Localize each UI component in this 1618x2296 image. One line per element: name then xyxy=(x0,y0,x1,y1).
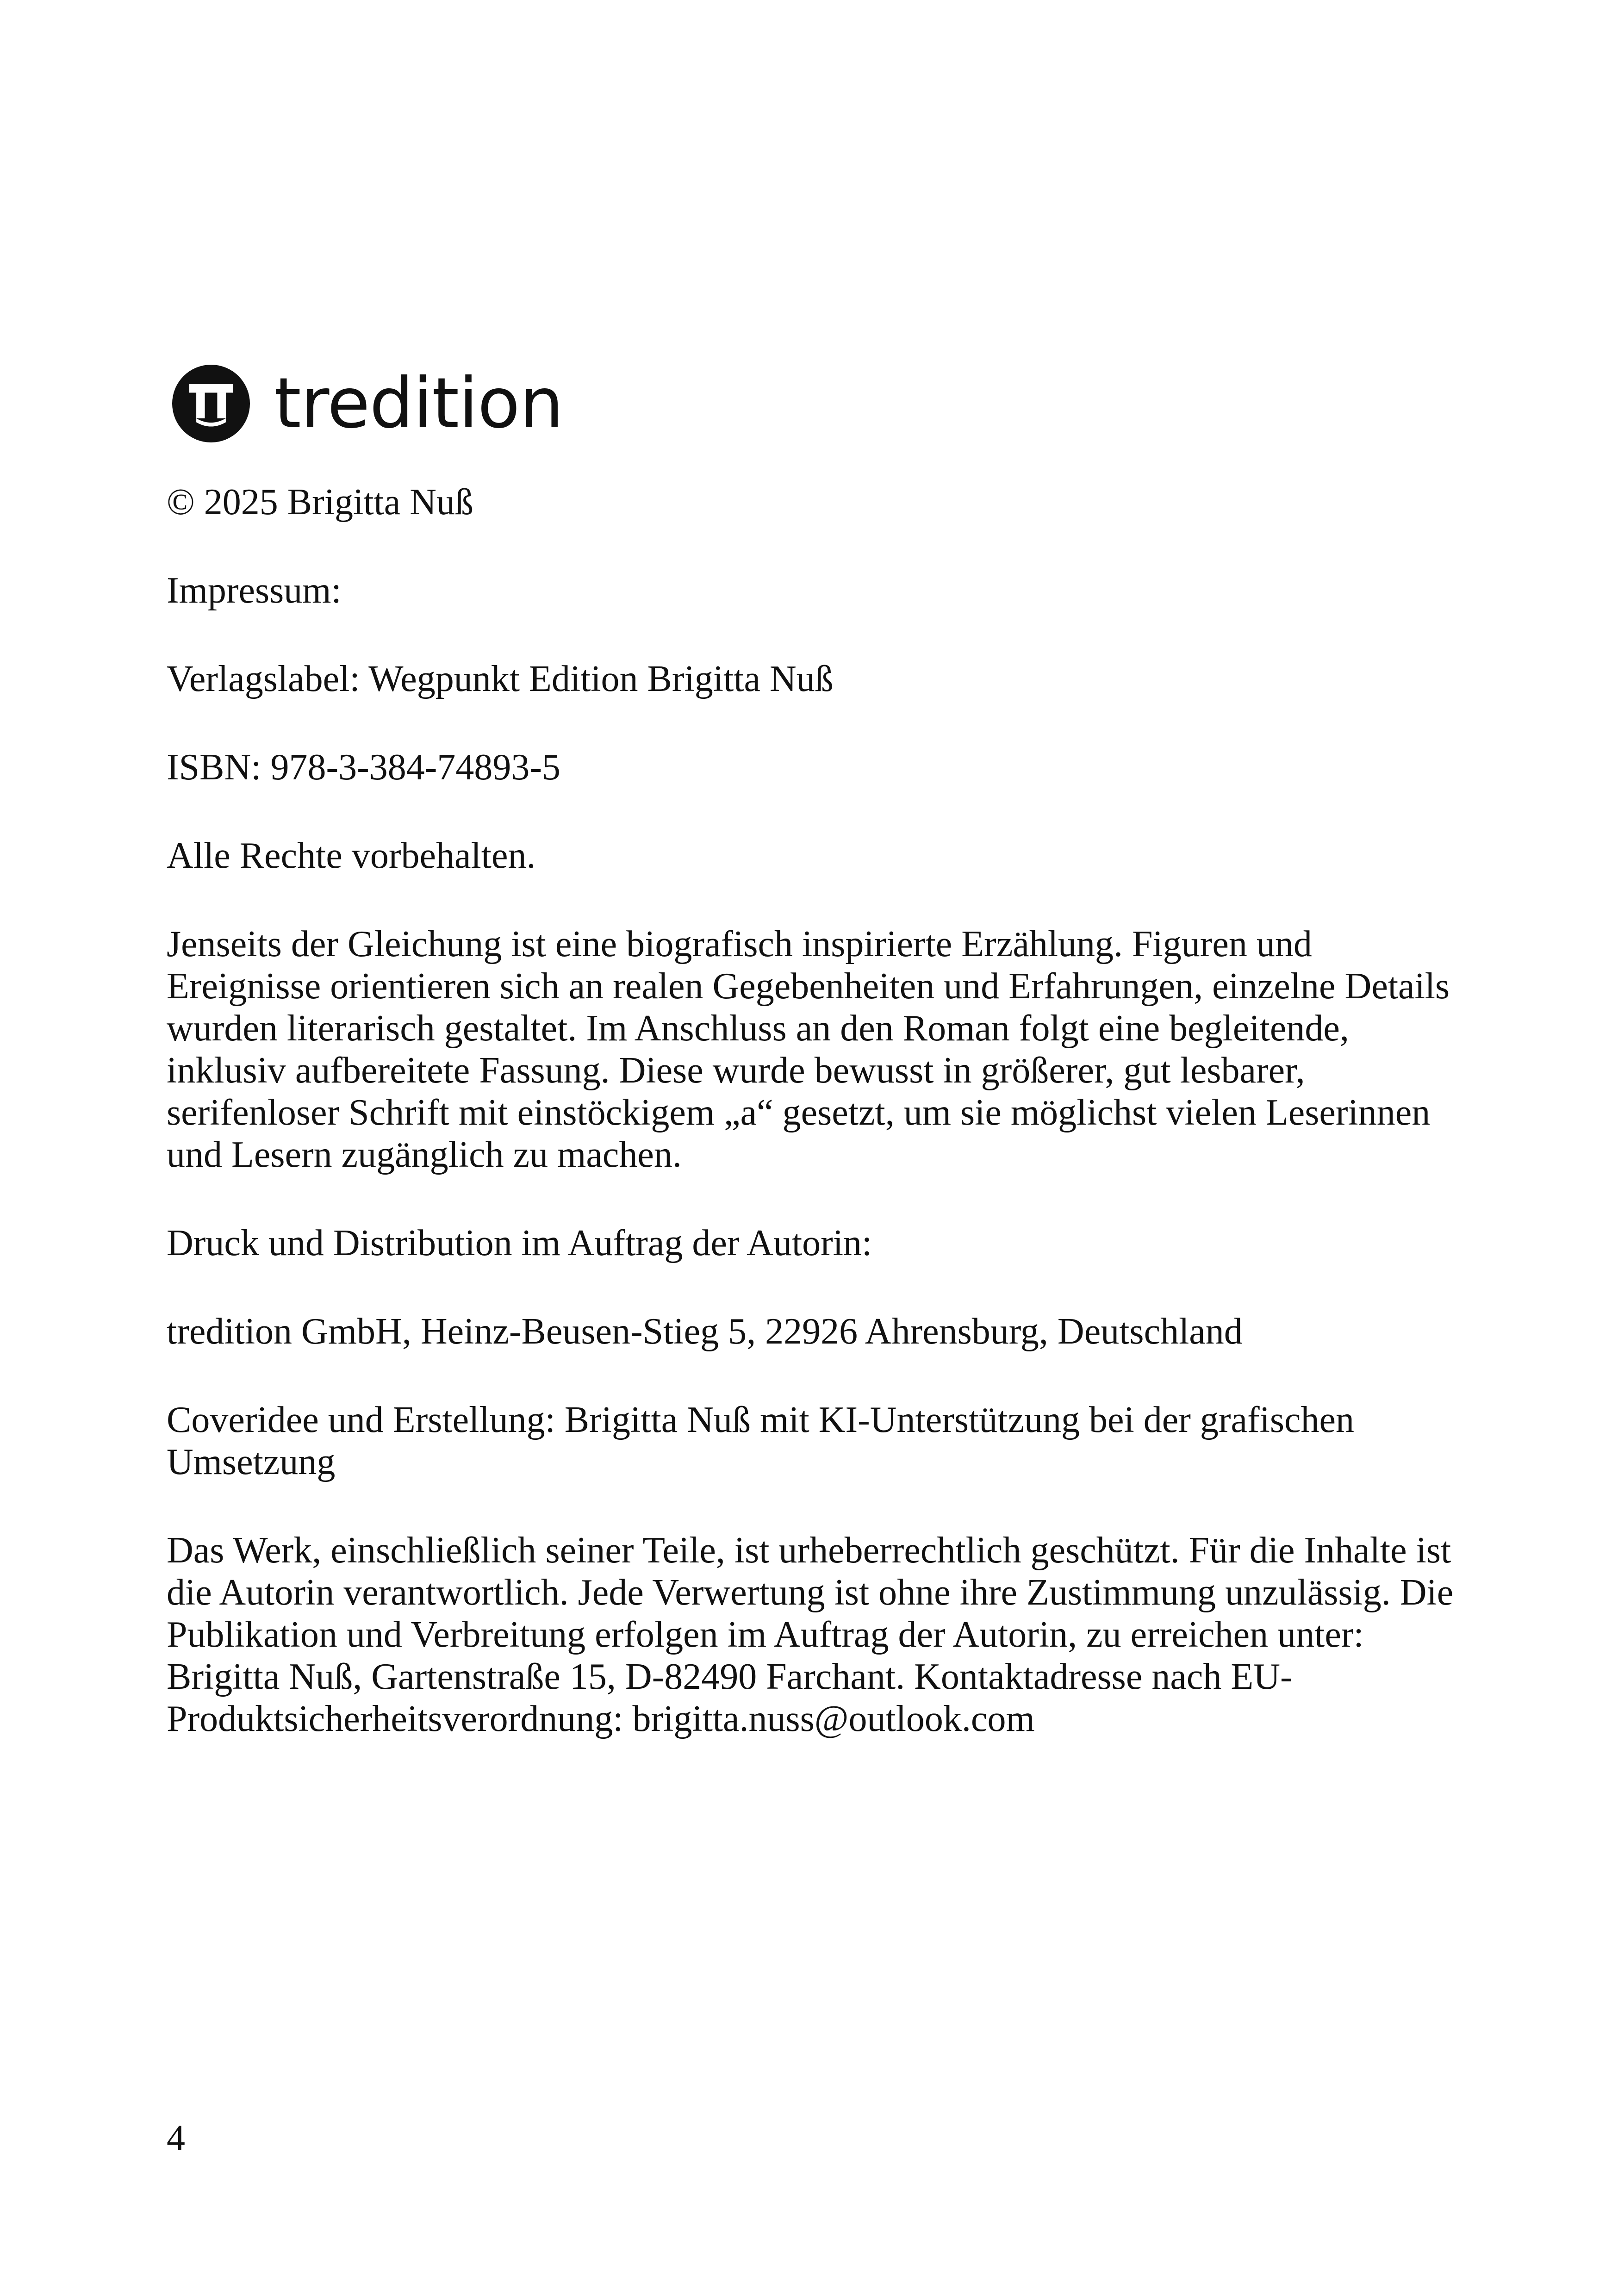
imprint-text xyxy=(167,481,1472,1786)
cover-credit: Coveridee und Erstellung: Brigitta Nuß mit KI-Unterstützung bei der grafischen Umsetzung xyxy=(167,1400,1355,1482)
tredition-logo-icon xyxy=(172,365,250,442)
legal-notice: Das Werk, einschließlich seiner Teile, ist urheberrechtlich geschützt. Für die Inhalte ist die Autorin verantwortlich. Jede Verwertung ist ohne ihre Zustimmung unzulässig. Die Publikation und Verbreitung erfolgen im Auftrag der Autorin, zu erreichen unter: Brigitta Nuß, Gartenstraße 15, D-82490 Farchant. Kontaktadresse nach EU-Produktsicherheitsverordnung: brigitta.nuss@outlook.com xyxy=(167,1530,1454,1739)
print-distribution-heading: Druck und Distribution im Auftrag der Autorin: xyxy=(167,1223,872,1263)
page-number: 4 xyxy=(167,2118,185,2159)
book-description: Jenseits der Gleichung ist eine biografisch inspirierte Erzählung. Figuren und Ereignisse orientieren sich an realen Gegebenheiten und Erfahrungen, einzelne Details wurden literarisch gestaltet. Im Anschluss an den Roman folgt eine begleitende, inklusiv aufbereitete Fassung. Diese wurde bewusst in größerer, gut lesbarer, serifenloser Schrift mit einstöckigem „a“ gesetzt, um sie möglichst vielen Leserinnen und Lesern zugänglich zu machen. xyxy=(167,924,1450,1175)
publisher-logo xyxy=(172,362,563,445)
publisher-address: tredition GmbH, Heinz-Beusen-Stieg 5, 22926 Ahrensburg, Deutschland xyxy=(167,1311,1243,1352)
copyright-line: © 2025 Brigitta Nuß xyxy=(167,482,473,523)
publisher-name: tredition xyxy=(274,363,563,444)
isbn-line: ISBN: 978-3-384-74893-5 xyxy=(167,747,561,788)
imprint-heading: Impressum: xyxy=(167,570,342,611)
publisher-label: Verlagslabel: Wegpunkt Edition Brigitta Nuß xyxy=(167,659,834,699)
rights-reserved: Alle Rechte vorbehalten. xyxy=(167,835,536,876)
